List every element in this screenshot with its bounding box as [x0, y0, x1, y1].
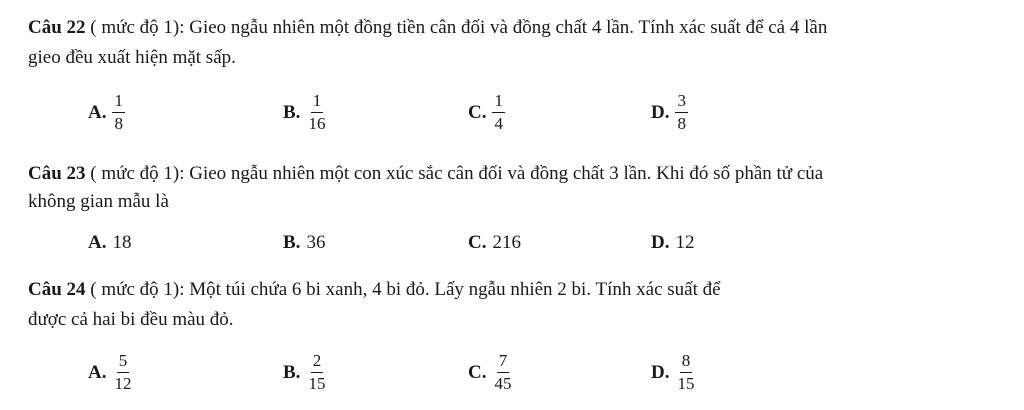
numerator: 1: [492, 92, 505, 113]
fraction: [306, 352, 327, 393]
denominator: 45: [494, 374, 512, 393]
question-23-number: Câu 23: [28, 163, 86, 184]
question-24-option-b: [283, 352, 327, 393]
question-24-number: Câu 24: [28, 279, 86, 300]
fraction: [675, 352, 696, 393]
option-value: 18: [112, 232, 132, 253]
question-22-option-b: [283, 92, 327, 133]
fraction: [306, 92, 327, 133]
numerator: 1: [112, 92, 125, 113]
option-letter: B.: [283, 361, 301, 383]
question-23-line-1: [28, 162, 823, 186]
question-23-option-c: [468, 232, 521, 254]
question-22-text-1: ( mức độ 1): Gieo ngẫu nhiên một đồng tiền cân đối và đồng chất 4 lần. Tính xác suất để cả 4 lần: [85, 17, 828, 38]
question-22-number: Câu 22: [28, 17, 86, 38]
question-23-option-b: [283, 232, 325, 254]
fraction: [112, 352, 133, 393]
option-letter: C.: [468, 101, 487, 123]
option-letter: A.: [88, 361, 107, 383]
numerator: 1: [311, 92, 324, 113]
question-22-option-a: [88, 92, 125, 133]
question-24-line-1: [28, 278, 721, 302]
question-24-option-c: [468, 352, 513, 393]
option-letter: C.: [468, 361, 487, 383]
option-value: 36: [306, 232, 326, 253]
numerator: 5: [117, 352, 130, 373]
option-letter: D.: [651, 361, 670, 383]
question-22-line-2: gieo đều xuất hiện mặt sấp.: [28, 47, 236, 68]
question-23-option-a: [88, 232, 131, 254]
question-23-text-1: ( mức độ 1): Gieo ngẫu nhiên một con xúc sắc cân đối và đồng chất 3 lần. Khi đó số phần tử của: [85, 163, 824, 184]
fraction: [112, 92, 125, 133]
numerator: 2: [311, 352, 324, 373]
question-24-line-2: được cả hai bi đều màu đỏ.: [28, 309, 234, 330]
denominator: 4: [494, 114, 503, 133]
numerator: 7: [497, 352, 510, 373]
denominator: 16: [308, 114, 326, 133]
fraction: [675, 92, 688, 133]
numerator: 8: [680, 352, 693, 373]
question-22-line-1: [28, 16, 827, 40]
denominator: 15: [308, 374, 326, 393]
fraction: [492, 92, 505, 133]
option-letter: B.: [283, 101, 301, 123]
question-24-text-1: ( mức độ 1): Một túi chứa 6 bi xanh, 4 bi đỏ. Lấy ngẫu nhiên 2 bi. Tính xác suất để: [85, 279, 721, 300]
question-24-option-d: [651, 352, 696, 393]
option-value: 216: [492, 232, 521, 253]
option-letter: D.: [651, 101, 670, 123]
option-letter: D.: [651, 232, 670, 253]
question-23-option-d: [651, 232, 694, 254]
question-22-option-c: [468, 92, 505, 133]
question-24-option-a: [88, 352, 133, 393]
option-letter: C.: [468, 232, 487, 253]
denominator: 8: [677, 114, 686, 133]
question-22-option-d: [651, 92, 688, 133]
option-letter: B.: [283, 232, 301, 253]
denominator: 8: [114, 114, 123, 133]
denominator: 15: [677, 374, 695, 393]
denominator: 12: [114, 374, 132, 393]
option-letter: A.: [88, 101, 107, 123]
fraction: [492, 352, 513, 393]
numerator: 3: [675, 92, 688, 113]
question-23-line-2: không gian mẫu là: [28, 191, 169, 212]
option-value: 12: [675, 232, 695, 253]
option-letter: A.: [88, 232, 107, 253]
